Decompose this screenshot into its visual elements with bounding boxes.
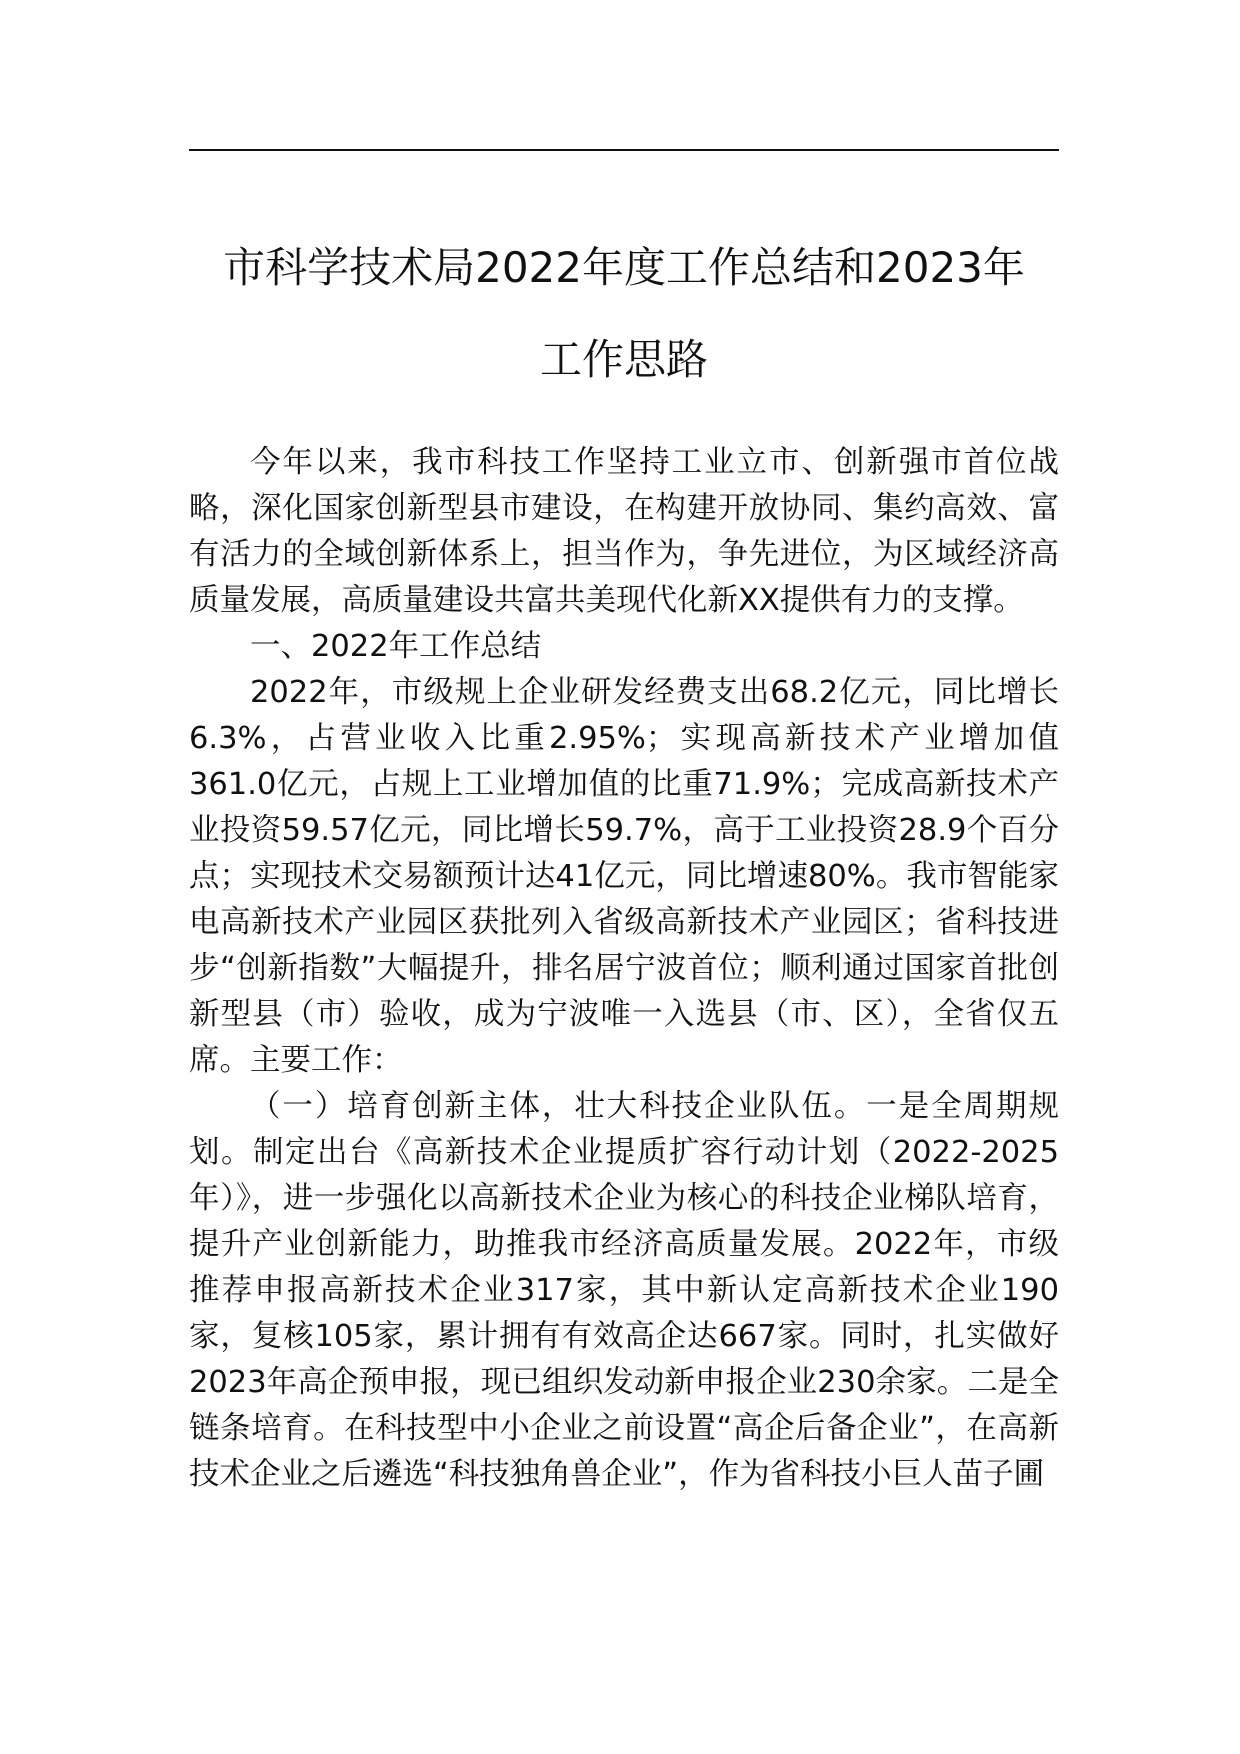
intro-paragraph: 今年以来，我市科技工作坚持工业立市、创新强市首位战略，深化国家创新型县市建设，在构建开放协同、集约高效、富有活力的全域创新体系上，担当作为，争先进位，为区域经济高质量发展，高质量建设共富共美现代化新XX提供有力的支撑。 bbox=[189, 445, 1059, 618]
document-title-line-1: 市科学技术局2022年度工作总结和2023年 bbox=[223, 243, 1025, 292]
summary-paragraph: 2022年，市级规上企业研发经费支出68.2亿元，同比增长6.3%，占营业收入比重2.95%；实现高新技术产业增加值361.0亿元，占规上工业增加值的比重71.9%；完成高新技术产业投资59.57亿元，同比增长59.7%，高于工业投资28.9个百分点；实现技术交易额预计达41亿元，同比增速80%。我市智能家电高新技术产业园区获批列入省级高新技术产业园区；省科技进步“创新指数”大幅提升，排名居宁波首位；顺利通过国家首批创新型县（市）验收，成为宁波唯一入选县（市、区），全省仅五席。主要工作： bbox=[189, 675, 1059, 1078]
document-title bbox=[189, 222, 1059, 406]
document-title-line-2: 工作思路 bbox=[539, 335, 708, 384]
section-heading: 一、2022年工作总结 bbox=[250, 629, 542, 664]
document-body bbox=[189, 440, 1059, 1498]
header-divider bbox=[189, 149, 1059, 151]
subsection-paragraph: （一）培育创新主体，壮大科技企业队伍。一是全周期规划。制定出台《高新技术企业提质扩容行动计划（2022-2025年）》，进一步强化以高新技术企业为核心的科技企业梯队培育，提升产业创新能力，助推我市经济高质量发展。2022年，市级推荐申报高新技术企业317家，其中新认定高新技术企业190家，复核105家，累计拥有有效高企达667家。同时，扎实做好2023年高企预申报，现已组织发动新申报企业230余家。二是全链条培育。在科技型中小企业之前设置“高企后备企业”，在高新技术企业之后遴选“科技独角兽企业”，作为省科技小巨人苗子圃 bbox=[189, 1089, 1059, 1492]
